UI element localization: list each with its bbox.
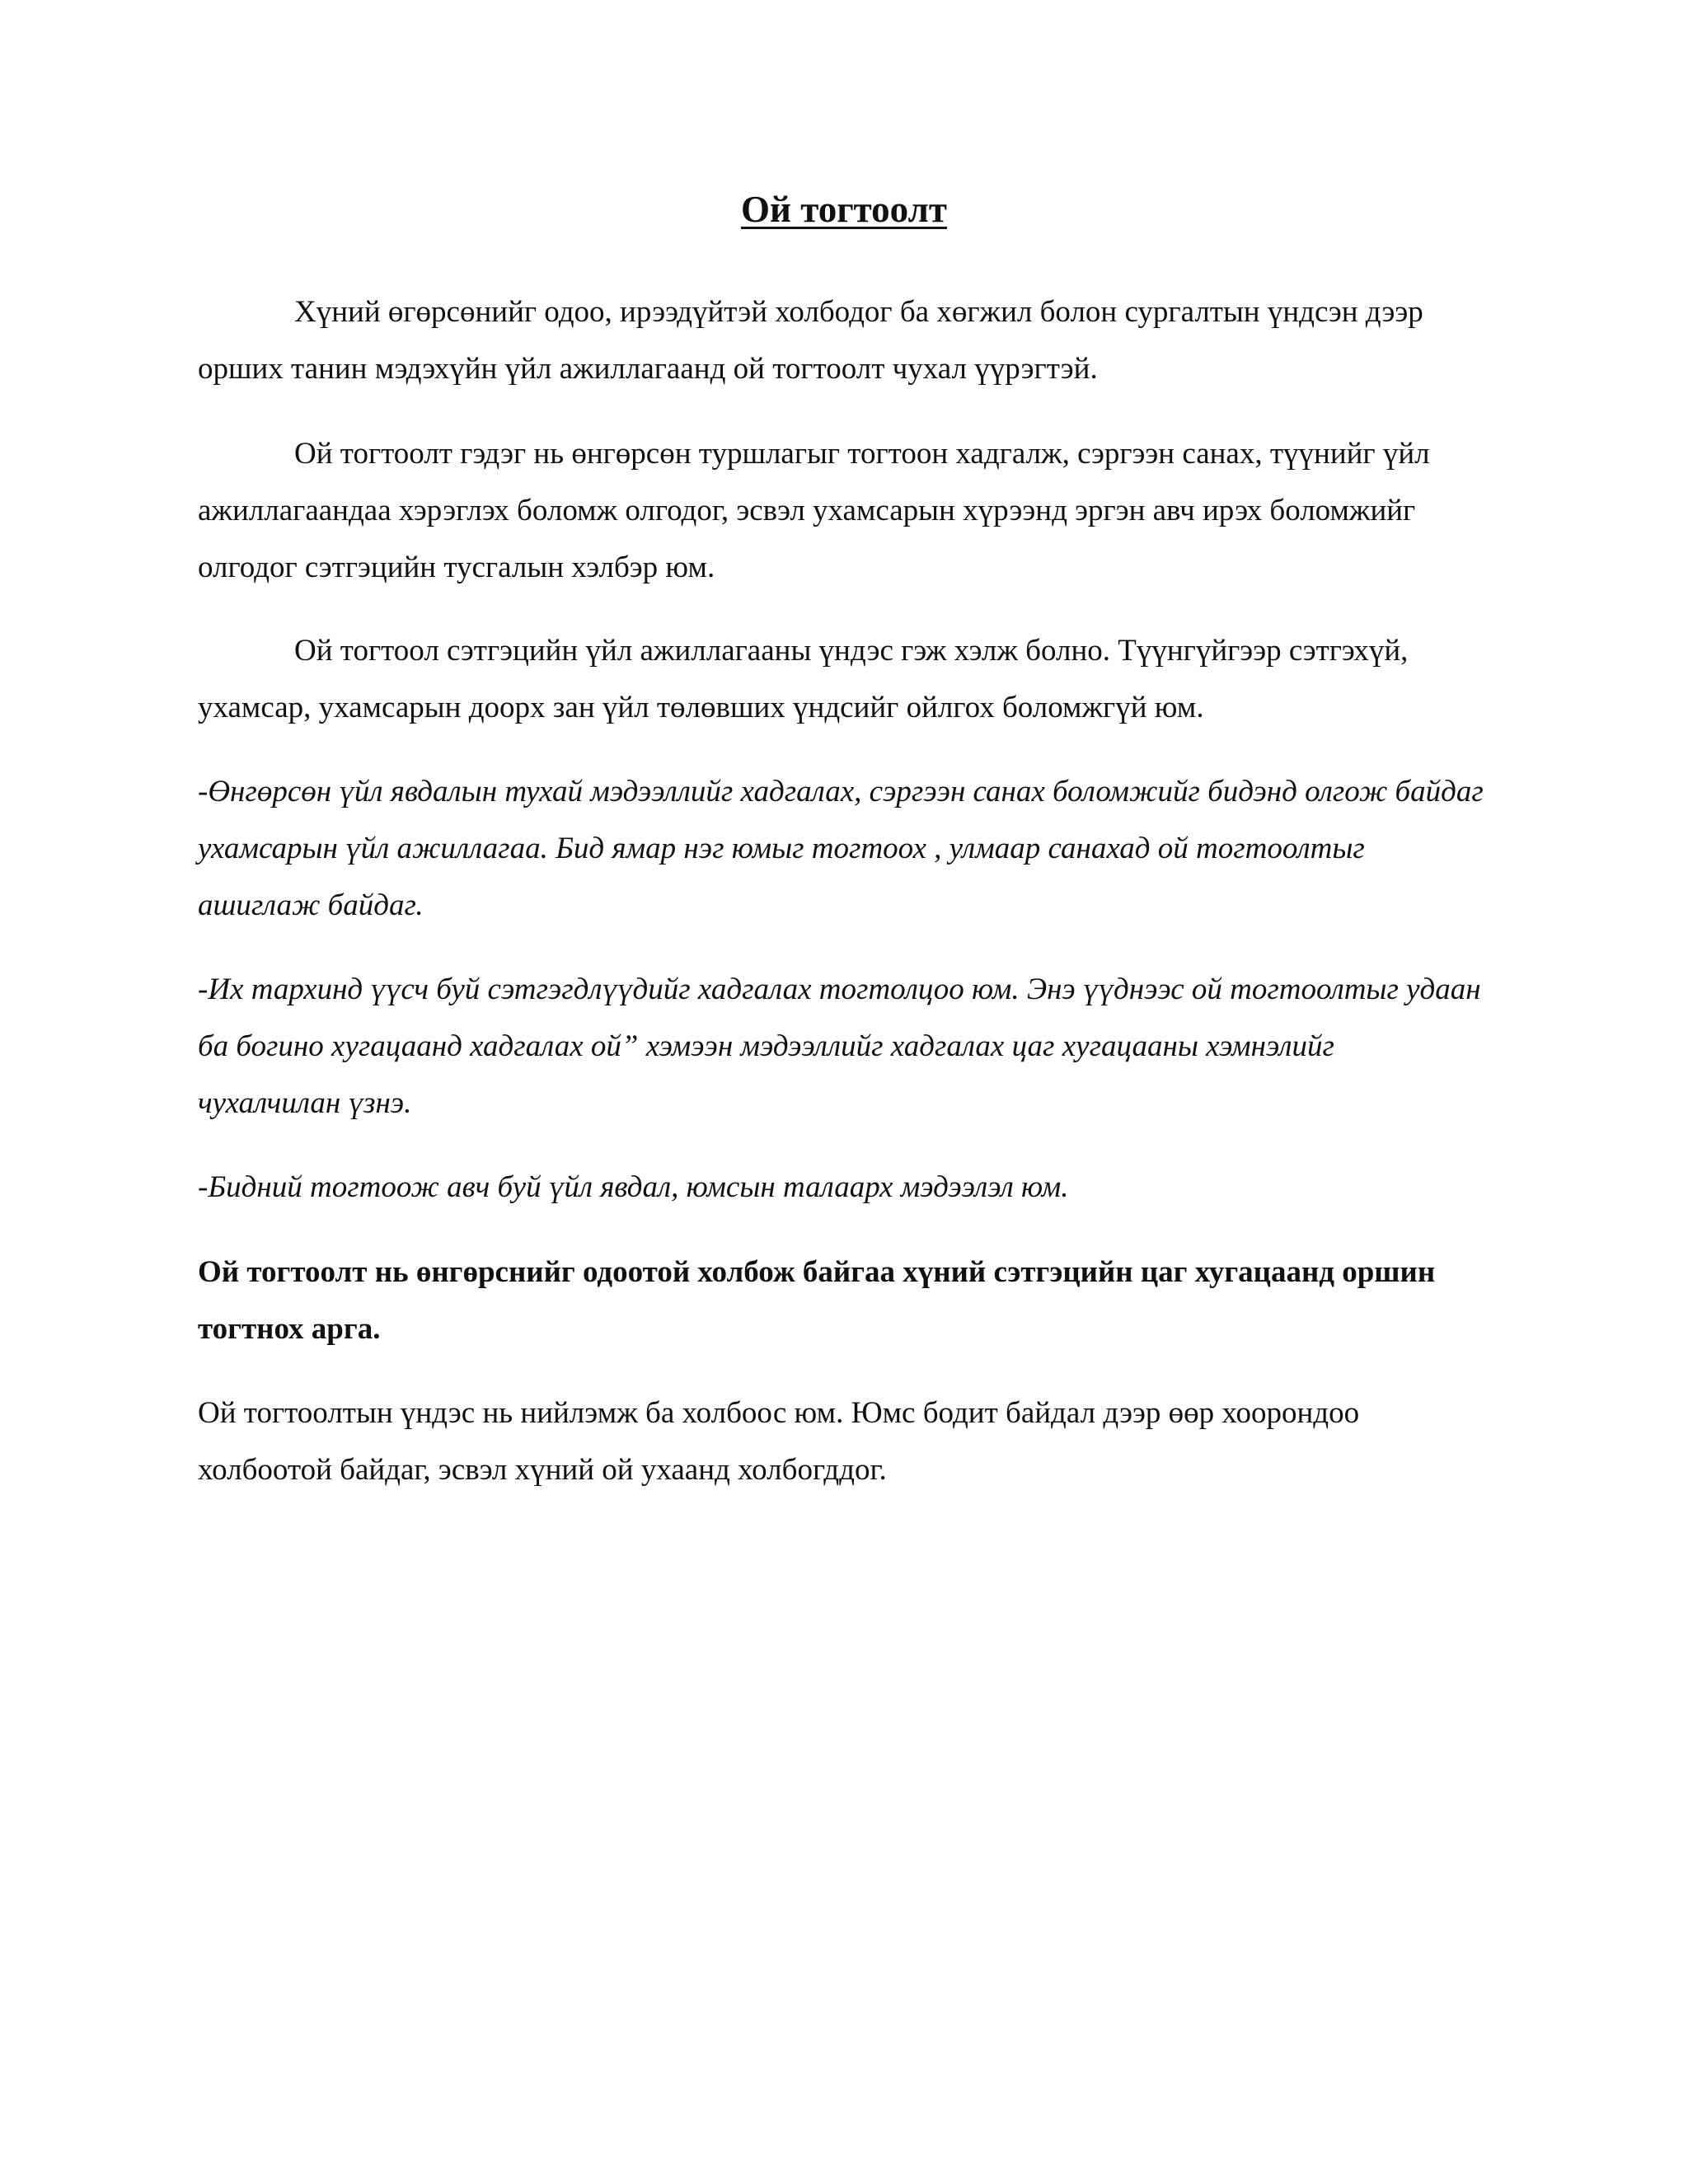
paragraph-foundation: Ой тогтоол сэтгэцийн үйл ажиллагааны үндэс гэж хэлж болно. Түүнгүйгээр сэтгэхүй, ухамсар, ухамсарын доорх зан үйл төлөвших үндсийг ойлгох боломжгүй юм. xyxy=(198,634,1409,724)
paragraph-definition: Ой тогтоолт гэдэг нь өнгөрсөн туршлагыг тогтоон хадгалж, сэргээн санах, түүнийг үйл ажиллагаандаа хэрэглэх боломж олгодог, эсвэл ухамсарын хүрээнд эргэн авч ирэх боломжийг олгодог сэтгэцийн тусгалын хэлбэр юм. xyxy=(198,437,1430,584)
paragraph-italic-1: -Өнгөрсөн үйл явдалын тухай мэдээллийг хадгалах, сэргээн санах боломжийг бидэнд олгож байдаг ухамсарын үйл ажиллагаа. Бид ямар нэг юмыг тогтоох , улмаар санахад ой тогтоолтыг ашиглаж байдаг. xyxy=(198,775,1484,922)
paragraph-conclusion: Ой тогтоолтын үндэс нь нийлэмж ба холбоос юм. Юмс бодит байдал дээр өөр хоорондоо холбоотой байдаг, эсвэл хүний ой ухаанд холбогддог. xyxy=(198,1396,1360,1487)
document-title: Ой тогтоолт xyxy=(741,189,947,230)
paragraph-italic-3: -Бидний тогтоож авч буй үйл явдал, юмсын талаарх мэдээлэл юм. xyxy=(198,1170,1069,1204)
paragraph-intro: Хүний өгөрсөнийг одоо, ирээдүйтэй холбодог ба хөгжил болон сургалтын үндсэн дээр орших танин мэдэхүйн үйл ажиллагаанд ой тогтоолт чухал үүрэгтэй. xyxy=(198,295,1423,386)
paragraph-bold-summary: Ой тогтоолт нь өнгөрснийг одоотой холбож байгаа хүний сэтгэцийн цаг хугацаанд оршин тогтнох арга. xyxy=(198,1255,1436,1346)
paragraph-italic-2: -Их тархинд үүсч буй сэтгэгдлүүдийг хадгалах тогтолцоо юм. Энэ үүднээс ой тогтоолтыг удаан ба богино хугацаанд хадгалах ой” хэмээн мэдээллийг хадгалах цаг хугацааны хэмнэлийг чухалчилан үзнэ. xyxy=(198,972,1481,1120)
